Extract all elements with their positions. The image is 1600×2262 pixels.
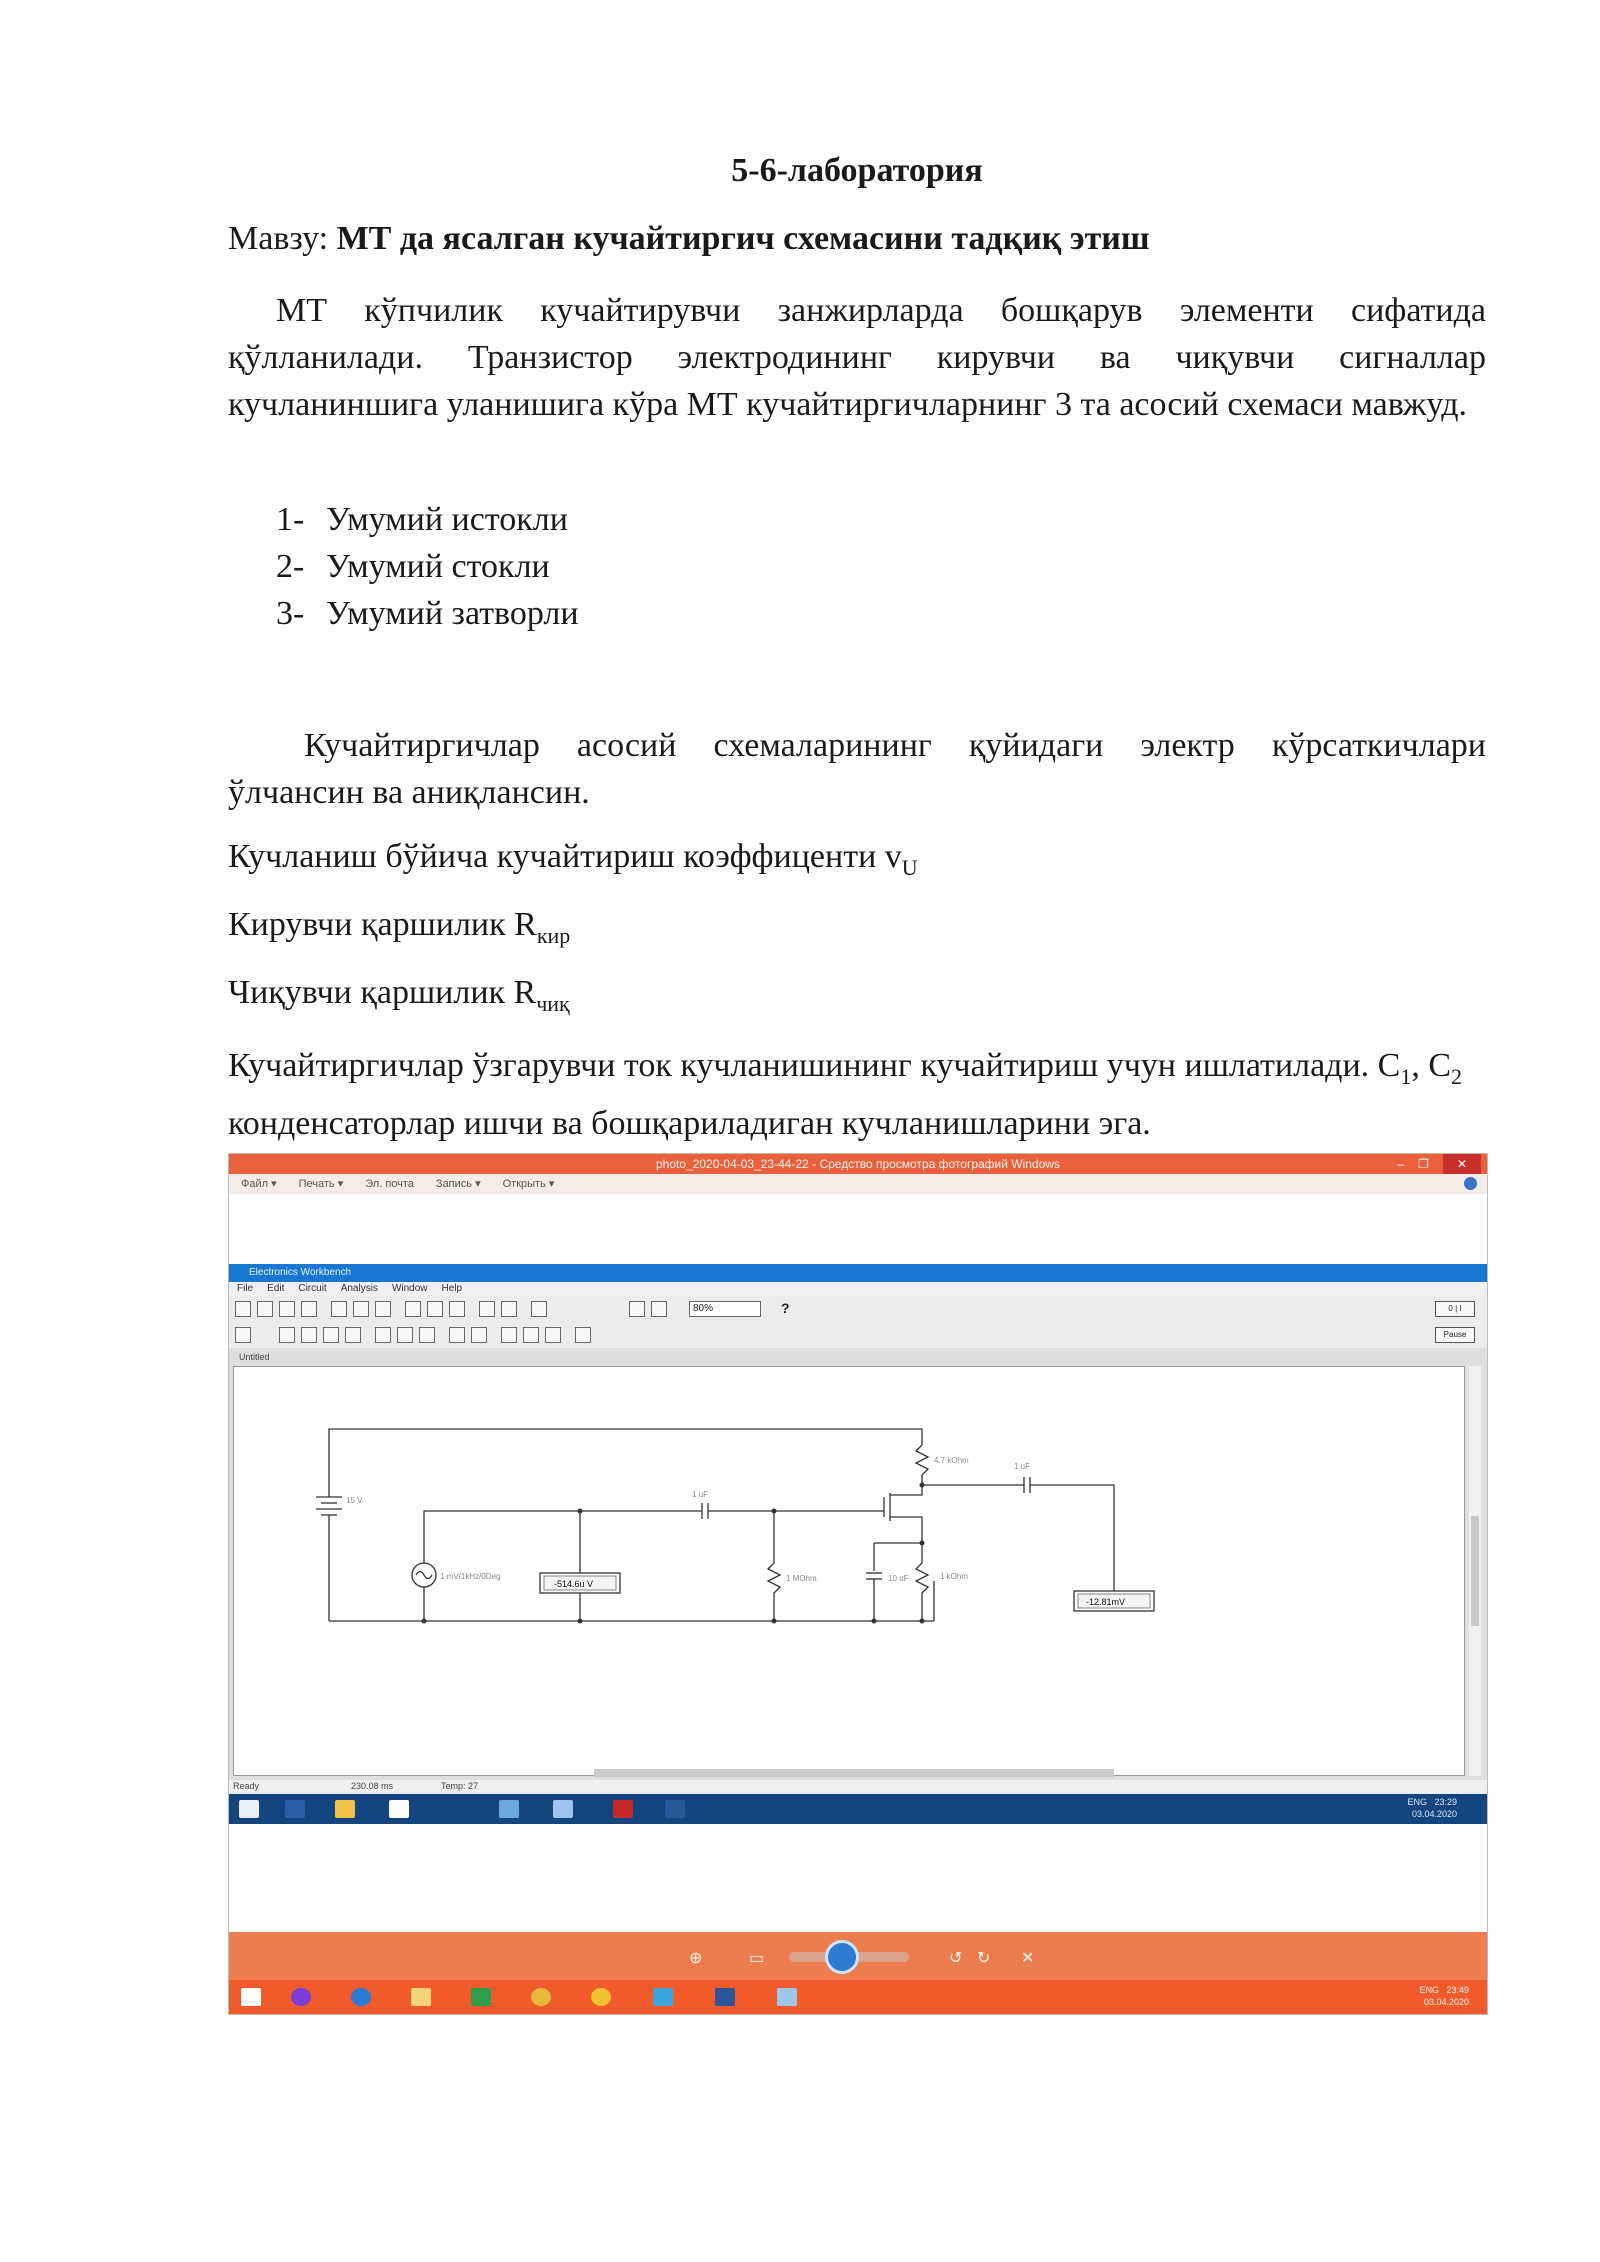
- app-icon[interactable]: [291, 1988, 311, 2006]
- rotate-icon[interactable]: [405, 1301, 421, 1317]
- input-resistance-line: Кирувчи қаршилик $R_{кир}$: [228, 906, 571, 948]
- media-icon[interactable]: [591, 1988, 611, 2006]
- rg-label: 1 MOhm: [786, 1574, 817, 1583]
- task-paragraph: Кучайтиргичлар асосий схемаларининг қуйидаги электр кўрсаткичлари ўлчансин ва аниқлансин.: [228, 727, 1486, 811]
- save-icon[interactable]: [279, 1301, 295, 1317]
- open-file-icon[interactable]: [257, 1301, 273, 1317]
- basic-icon[interactable]: [301, 1327, 317, 1343]
- transistors-icon[interactable]: [345, 1327, 361, 1343]
- list-item: 2- Умумий стокли: [276, 548, 550, 585]
- browser-icon[interactable]: [351, 1988, 371, 2006]
- ewb-statusbar: [229, 1780, 1487, 1794]
- source-label: 1 mV/1kHz/0Deg: [440, 1572, 501, 1581]
- ewb-menu-edit[interactable]: Edit: [267, 1283, 285, 1294]
- tray-time: 23:29: [1434, 1797, 1457, 1807]
- ewb-menu-window[interactable]: Window: [391, 1283, 428, 1294]
- voltmeter-input-reading: -514.6u V: [554, 1579, 594, 1589]
- battery-label: 15 V: [346, 1496, 363, 1505]
- list-item: 3- Умумий затворли: [276, 595, 579, 632]
- lab-title: 5-6-лаборатория: [731, 152, 983, 189]
- minimize-icon[interactable]: –: [1397, 1157, 1405, 1171]
- ewb-taskbar-icon[interactable]: [613, 1800, 633, 1818]
- ewb-parts-bin: [229, 1322, 1487, 1349]
- intro-paragraph: МТ кўпчилик кучайтирувчи занжирларда бошқарув элементи сифатида қўлланилади. Транзистор электродининг кирувчи ва чиқувчи сигналлар кучланиншига уланишига кўра МТ кучайтиргичларнинг 3 та асосий схемаси мавжуд.: [228, 292, 1486, 423]
- digital-icon[interactable]: [471, 1327, 487, 1343]
- telegram-icon[interactable]: [653, 1988, 673, 2006]
- print-icon[interactable]: [301, 1301, 317, 1317]
- diodes-icon[interactable]: [323, 1327, 339, 1343]
- controls-icon[interactable]: [523, 1327, 539, 1343]
- miscellaneous-icon[interactable]: [545, 1327, 561, 1343]
- cs-label: 10 uF: [888, 1574, 909, 1583]
- gain-line: Кучланиш бўйича кучайтириш коэффиценти $v_U$: [228, 838, 918, 880]
- menu-email[interactable]: Эл. почта: [365, 1178, 414, 1190]
- photo-viewer-menu: [229, 1174, 1487, 1194]
- windows-taskbar-outer: [229, 1980, 1487, 2014]
- rotate-left-icon[interactable]: ↺: [949, 1950, 963, 1967]
- ewb-toolbar-main: [229, 1296, 1487, 1323]
- viewer-background-lower: [229, 1824, 1487, 1889]
- flip-horizontal-icon[interactable]: [427, 1301, 443, 1317]
- copy-icon[interactable]: [353, 1301, 369, 1317]
- circuit-window: [229, 1348, 1487, 1780]
- windows-taskbar-inner: [229, 1794, 1487, 1824]
- graph-icon[interactable]: [501, 1301, 517, 1317]
- fit-window-icon[interactable]: ▭: [749, 1950, 765, 1967]
- ewb-menu-help[interactable]: Help: [441, 1283, 463, 1294]
- c1-label: 1 uF: [692, 1490, 709, 1499]
- logic-gates-icon[interactable]: [449, 1327, 465, 1343]
- ewb-menu-analysis[interactable]: Analysis: [340, 1283, 378, 1294]
- menu-file[interactable]: Файл ▾: [241, 1178, 277, 1190]
- circuit-window-title: Untitled: [239, 1352, 270, 1362]
- ewb-menu: [229, 1282, 1487, 1296]
- purpose-paragraph: Кучайтиргичлар ўзгарувчи ток кучланишининг кучайтириш учун ишлатилади. $C_1$, $C_2$ конденсаторлар ишчи ва бошқариладиган кучланишларини эга.: [228, 1047, 1463, 1142]
- window-controls: [1397, 1154, 1481, 1174]
- menu-burn[interactable]: Запись ▾: [435, 1178, 481, 1190]
- rd-label: 4.7 kOhm: [934, 1456, 969, 1465]
- cut-icon[interactable]: [331, 1301, 347, 1317]
- circuit-schematic: [234, 1367, 1462, 1773]
- store-icon[interactable]: [471, 1988, 491, 2006]
- sources-icon[interactable]: [279, 1327, 295, 1343]
- topic-line: [228, 220, 1150, 258]
- word-taskbar-icon[interactable]: [665, 1800, 685, 1818]
- embedded-screenshot: [228, 1153, 1488, 2015]
- file-explorer-icon[interactable]: [411, 1988, 431, 2006]
- rs-label: 1 kOhm: [940, 1572, 969, 1581]
- scheme-list: [276, 496, 579, 637]
- subcircuit-icon[interactable]: [479, 1301, 495, 1317]
- status-time: 230.08 ms: [351, 1781, 394, 1791]
- paste-icon[interactable]: [375, 1301, 391, 1317]
- help-button[interactable]: ?: [781, 1300, 790, 1316]
- vertical-scroll-thumb[interactable]: [1471, 1516, 1479, 1626]
- tray-language[interactable]: ENG: [1407, 1797, 1427, 1807]
- chrome-icon[interactable]: [531, 1988, 551, 2006]
- status-ready: Ready: [233, 1781, 260, 1791]
- new-file-icon[interactable]: [235, 1301, 251, 1317]
- analog-ics-icon[interactable]: [375, 1327, 391, 1343]
- windows-start-icon[interactable]: [241, 1988, 261, 2006]
- c2-label: 1 uF: [1014, 1462, 1031, 1471]
- power-switch[interactable]: 0 | I: [1435, 1301, 1475, 1317]
- pause-button[interactable]: Pause: [1435, 1327, 1475, 1343]
- mixed-ics-icon[interactable]: [397, 1327, 413, 1343]
- tray-date: 03.04.2020: [1423, 1997, 1469, 2007]
- flip-vertical-icon[interactable]: [449, 1301, 465, 1317]
- photo-viewer-titlebar: photo_2020-04-03_23-44-22 - Средство просмотра фотографий Windows: [229, 1154, 1487, 1174]
- help-icon[interactable]: [1464, 1177, 1477, 1190]
- indicators-icon[interactable]: [501, 1327, 517, 1343]
- store-icon[interactable]: [389, 1800, 409, 1818]
- voltmeter-output-reading: -12.81mV: [1086, 1597, 1126, 1607]
- ewb-menu-file[interactable]: File: [237, 1283, 254, 1294]
- component-properties-icon[interactable]: [531, 1301, 547, 1317]
- vertical-scrollbar[interactable]: [1469, 1366, 1481, 1776]
- maximize-icon[interactable]: ❐: [1418, 1157, 1429, 1171]
- mail-icon[interactable]: [499, 1800, 519, 1818]
- menu-open[interactable]: Открыть ▾: [502, 1178, 555, 1190]
- digital-ics-icon[interactable]: [419, 1327, 435, 1343]
- topic-label: Мавзу:: [228, 220, 337, 257]
- delete-icon[interactable]: ✕: [1021, 1950, 1035, 1967]
- ewb-menu-circuit[interactable]: Circuit: [298, 1283, 327, 1294]
- horizontal-scrollbar[interactable]: [594, 1769, 1114, 1777]
- windows-start-icon[interactable]: [239, 1800, 259, 1818]
- file-explorer-icon[interactable]: [335, 1800, 355, 1818]
- search-icon[interactable]: [285, 1800, 305, 1818]
- menu-print[interactable]: Печать ▾: [298, 1178, 344, 1190]
- app-icon[interactable]: [553, 1800, 573, 1818]
- rotate-right-icon[interactable]: ↻: [977, 1950, 991, 1967]
- zoom-out-icon[interactable]: [629, 1301, 645, 1317]
- photos-taskbar-icon[interactable]: [777, 1988, 797, 2006]
- favorites-icon[interactable]: [235, 1327, 251, 1343]
- output-resistance-line: Чиқувчи қаршилик $R_{чиқ}$: [228, 974, 570, 1016]
- circuit-canvas[interactable]: [233, 1366, 1465, 1776]
- tray-date: 03.04.2020: [1411, 1809, 1457, 1819]
- system-tray-inner: [1407, 1796, 1457, 1820]
- tray-language[interactable]: ENG: [1419, 1985, 1439, 1995]
- ewb-titlebar: Electronics Workbench: [229, 1264, 1487, 1282]
- instruments-icon[interactable]: [575, 1327, 591, 1343]
- word-taskbar-icon[interactable]: [715, 1988, 735, 2006]
- zoom-in-icon[interactable]: [651, 1301, 667, 1317]
- slideshow-play-button[interactable]: [825, 1940, 859, 1974]
- voltmeter-input[interactable]: [540, 1573, 620, 1593]
- zoom-select[interactable]: 80%: [689, 1301, 761, 1317]
- system-tray-outer: [1419, 1984, 1469, 2008]
- tray-time: 23:49: [1446, 1985, 1469, 1995]
- status-temp: Temp: 27: [441, 1781, 479, 1791]
- photo-viewer-controls: [229, 1932, 1487, 1980]
- list-item: 1- Умумий истокли: [276, 501, 568, 538]
- voltmeter-output[interactable]: [1074, 1591, 1154, 1611]
- zoom-icon[interactable]: ⊕: [689, 1950, 703, 1967]
- topic-text: МТ да ясалган кучайтиргич схемасини тадқиқ этиш: [336, 220, 1150, 257]
- close-icon[interactable]: ✕: [1443, 1154, 1481, 1174]
